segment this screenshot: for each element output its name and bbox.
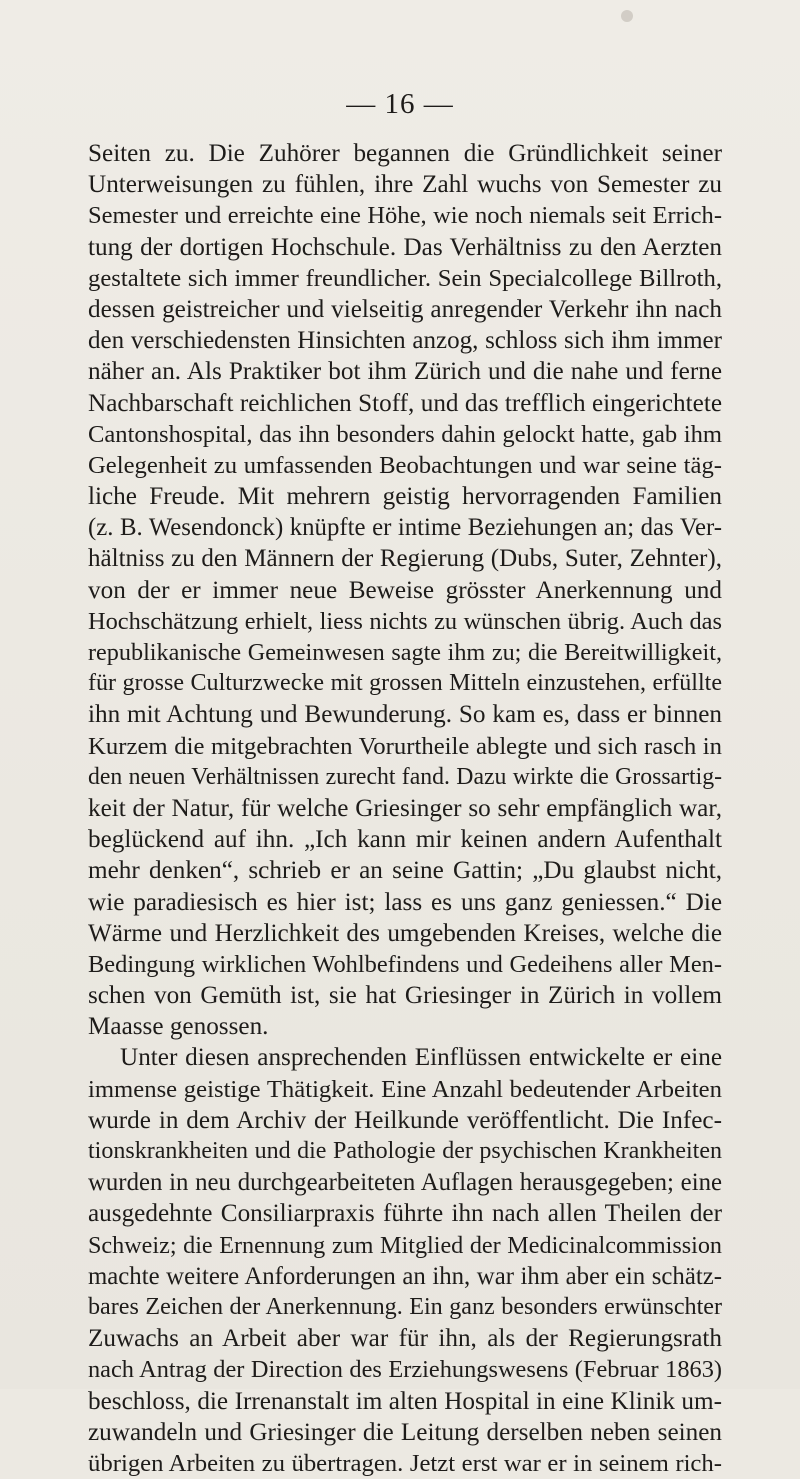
text-line: Hochschätzung erhielt, liess nichts zu wünschen übrig. Auch das xyxy=(88,607,722,635)
text-line: mehr denken“, schrieb er an seine Gattin; „Du glaubst nicht, xyxy=(88,857,722,885)
text-line: republikanische Gemeinwesen sagte ihm zu; die Bereitwilligkeit, xyxy=(88,639,722,666)
text-line: dessen geistreicher und vielseitig anregender Verkehr ihn nach xyxy=(88,295,722,323)
text-line: (z. B. Wesendonck) knüpfte er intime Beziehungen an; das Ver- xyxy=(88,514,722,542)
text-line: den neuen Verhältnissen zurecht fand. Dazu wirkte die Grossartig- xyxy=(88,763,722,790)
page-body xyxy=(88,138,722,1479)
text-line: ausgedehnte Consiliarpraxis führte ihn nach allen Theilen der xyxy=(88,1200,722,1228)
text-line: Semester und erreichte eine Höhe, wie noch niemals seit Errich- xyxy=(88,202,722,230)
text-line: tung der dortigen Hochschule. Das Verhältniss zu den Aerzten xyxy=(88,233,722,261)
text-line: übrigen Arbeiten zu übertragen. Jetzt erst war er in seinem rich- xyxy=(88,1449,722,1477)
text-line: beglückend auf ihn. „Ich kann mir keinen andern Aufenthalt xyxy=(88,826,722,854)
text-line: beschloss, die Irrenanstalt im alten Hospital in eine Klinik um- xyxy=(88,1387,722,1415)
text-line: Cantonshospital, das ihn besonders dahin gelockt hatte, gab ihm xyxy=(88,420,722,448)
text-line: Schweiz; die Ernennung zum Mitglied der Medicinalcommission xyxy=(88,1231,722,1259)
text-line: Bedingung wirklichen Wohlbefindens und Gedeihens aller Men- xyxy=(88,950,722,978)
text-line: schen von Gemüth ist, sie hat Griesinger in Zürich in vollem xyxy=(88,982,722,1010)
text-line: gestaltete sich immer freundlicher. Sein Specialcollege Billroth, xyxy=(88,264,722,292)
text-line: wurde in dem Archiv der Heilkunde veröffentlicht. Die Infec- xyxy=(88,1106,722,1134)
page-number: — 16 — xyxy=(346,88,454,120)
paper-stain xyxy=(621,10,633,22)
text-line: Gelegenheit zu umfassenden Beobachtungen und war seine täg- xyxy=(88,451,722,479)
text-line: bares Zeichen der Anerkennung. Ein ganz besonders erwünschter xyxy=(88,1293,722,1320)
paragraph-start-line: Unter diesen ansprechenden Einflüssen entwickelte er eine xyxy=(120,1044,722,1072)
text-line: ihn mit Achtung und Bewunderung. So kam es, dass er binnen xyxy=(88,701,722,729)
text-line: Nachbarschaft reichlichen Stoff, und das trefflich eingerichtete xyxy=(88,389,722,417)
text-line: nach Antrag der Direction des Erziehungswesens (Februar 1863) xyxy=(88,1356,722,1384)
text-line: Kurzem die mitgebrachten Vorurtheile ablegte und sich rasch in xyxy=(88,732,722,760)
text-line: machte weitere Anforderungen an ihn, war ihm aber ein schätz- xyxy=(88,1262,722,1290)
text-line: Wärme und Herzlichkeit des umgebenden Kreises, welche die xyxy=(88,919,722,947)
text-line: näher an. Als Praktiker bot ihm Zürich und die nahe und ferne xyxy=(88,358,722,386)
text-line: Zuwachs an Arbeit aber war für ihn, als der Regierungsrath xyxy=(88,1325,722,1353)
text-line: hältniss zu den Männern der Regierung (Dubs, Suter, Zehnter), xyxy=(88,545,722,573)
text-line: zuwandeln und Griesinger die Leitung derselben neben seinen xyxy=(88,1418,722,1446)
text-line: für grosse Culturzwecke mit grossen Mitteln einzustehen, erfüllte xyxy=(88,670,722,697)
text-line: Unterweisungen zu fühlen, ihre Zahl wuchs von Semester zu xyxy=(88,171,722,199)
text-line: immense geistige Thätigkeit. Eine Anzahl bedeutender Arbeiten xyxy=(88,1075,722,1103)
text-line: wie paradiesisch es hier ist; lass es uns ganz geniessen.“ Die xyxy=(88,888,722,916)
text-line: den verschiedensten Hinsichten anzog, schloss sich ihm immer xyxy=(88,327,722,355)
paragraph-end-line: Maasse genossen. xyxy=(88,1013,269,1041)
text-line: wurden in neu durchgearbeiteten Auflagen herausgegeben; eine xyxy=(88,1169,722,1197)
text-line: tionskrankheiten und die Pathologie der psychischen Krankheiten xyxy=(88,1138,722,1164)
text-line: Seiten zu. Die Zuhörer begannen die Gründlichkeit seiner xyxy=(88,140,722,167)
text-line: keit der Natur, für welche Griesinger so sehr empfänglich war, xyxy=(88,794,722,822)
text-line: von der er immer neue Beweise grösster Anerkennung und xyxy=(88,576,722,604)
text-line: liche Freude. Mit mehrern geistig hervorragenden Familien xyxy=(88,483,722,511)
